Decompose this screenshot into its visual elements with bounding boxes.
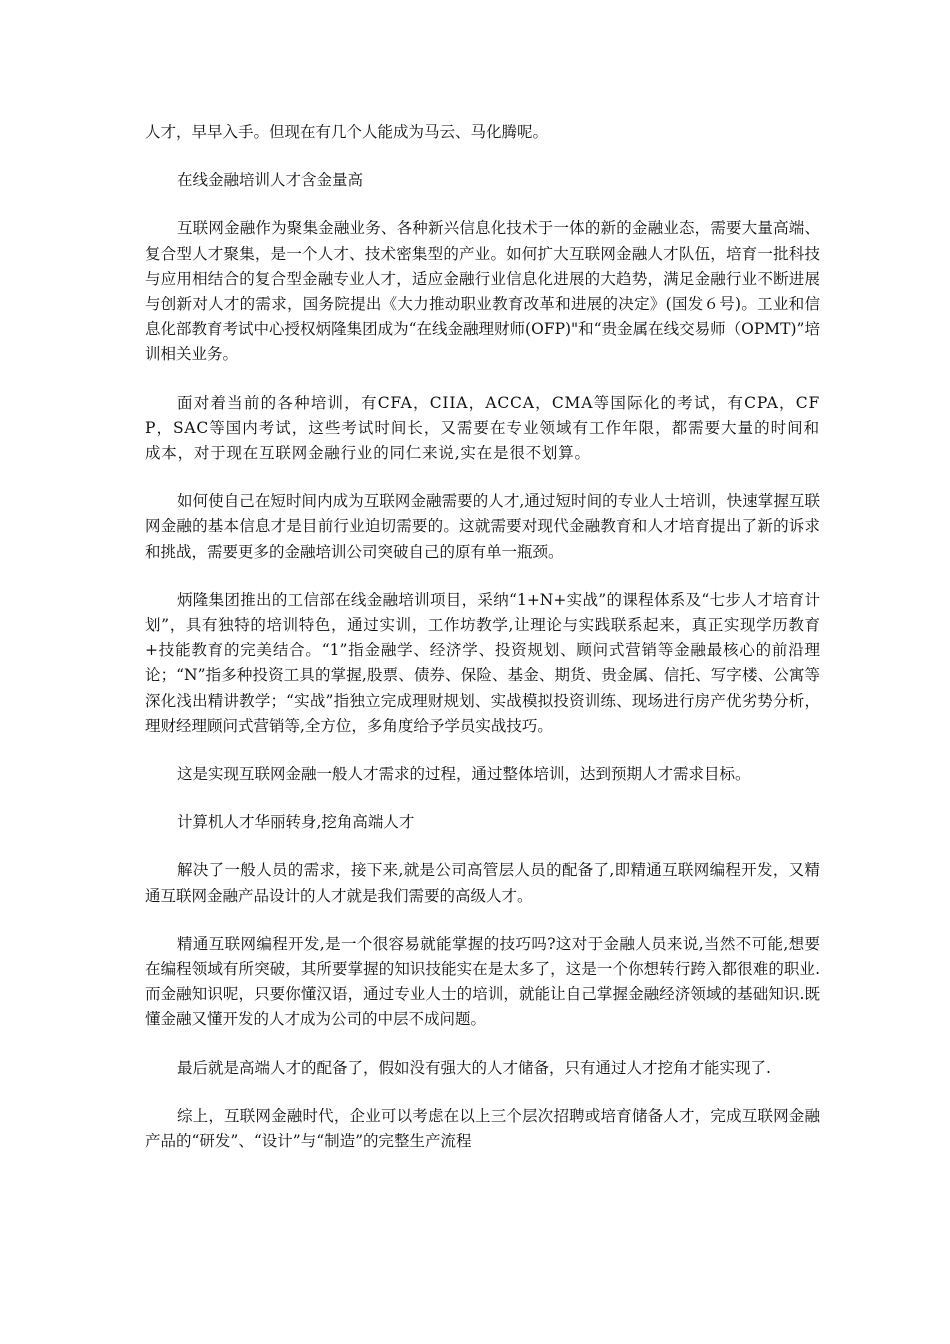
paragraph-short-term-training: 如何使自己在短时间内成为互联网金融需要的人才,通过短时间的专业人士培训，快速掌握互联网金融的基本信息才是目前行业迫切需要的。这就需要对现代金融教育和人才培育提出了新的诉求和挑战，需要更多的金融培训公司突破自己的原有单一瓶颈。 [145,492,820,561]
section-heading-computer-talent: 计算机人才华丽转身,挖角高端人才 [177,813,415,832]
paragraph-general-talent-process: 这是实现互联网金融一般人才需求的过程，通过整体培训，达到预期人才需求目标。 [177,765,751,784]
section-heading-online-finance-training: 在线金融培训人才含金量高 [177,171,364,190]
paragraph-programming-skills: 精通互联网编程开发,是一个很容易就能掌握的技巧吗?这对于金融人员来说,当然不可能,想要在编程领域有所突破，其所要掌握的知识技能实在是太多了，这是一个你想转行跨入都很难的职业.而金融知识呢，只要你懂汉语，通过专业人士的培训，就能让自己掌握金融经济领域的基础知识.既懂金融又懂开发的人才成为公司的中层不成问题。 [145,934,820,1029]
paragraph-training-program: 炳隆集团推出的工信部在线金融培训项目，采纳“1+N+实战”的课程体系及“七步人才培育计划”，具有独特的培训特色，通过实训，工作坊教学,让理论与实践联系起来，真正实现学历教育+技能教育的完美结合。“1”指金融学、经济学、投资规划、顾问式营销等金融最核心的前沿理论；“N”指多种投资工具的掌握,股票、债券、保险、基金、期货、贵金属、信托、写字楼、公寓等深化浅出精讲教学；“实战”指独立完成理财规划、实战模拟投资训练、现场进行房产优劣势分析，理财经理顾问式营销等,全方位，多角度给予学员实战技巧。 [145,590,820,735]
paragraph-high-end-talent: 最后就是高端人才的配备了，假如没有强大的人才储备，只有通过人才挖角才能实现了. [177,1058,771,1077]
paragraph-conclusion: 综上，互联网金融时代，企业可以考虑在以上三个层次招聘或培育储备人才，完成互联网金融产品的“研发”、“设计”与“制造”的完整生产流程 [145,1106,820,1151]
paragraph-certification-exams: 面对着当前的各种培训，有CFA，CIIA，ACCA，CMA等国际化的考试，有CPA，CFP，SAC等国内考试，这些考试时间长，又需要在专业领域有工作年限，都需要大量的时间和成本，对于现在互联网金融行业的同仁来说,实在是很不划算。 [145,393,820,463]
paragraph-senior-staff: 解决了一般人员的需求，接下来,就是公司高管层人员的配备了,即精通互联网编程开发，又精通互联网金融产品设计的人才就是我们需要的高级人才。 [145,861,820,905]
document-body [145,120,820,1177]
paragraph-continuation: 人才，早早入手。但现在有几个人能成为马云、马化腾呢。 [145,123,549,141]
paragraph-internet-finance-talent: 互联网金融作为聚集金融业务、各种新兴信息化技术于一体的新的金融业态，需要大量高端、复合型人才聚集，是一个人才、技术密集型的产业。如何扩大互联网金融人才队伍，培育一批科技与应用相结合的复合型金融专业人才，适应金融行业信息化进展的大趋势，满足金融行业不断进展与创新对人才的需求，国务院提出《大力推动职业教育改革和进展的决定》(国发６号)。工业和信息化部教育考试中心授权炳隆集团成为“在线金融理财师(OFP)"和“贵金属在线交易师（OPMT)”培训相关业务。 [145,219,820,364]
